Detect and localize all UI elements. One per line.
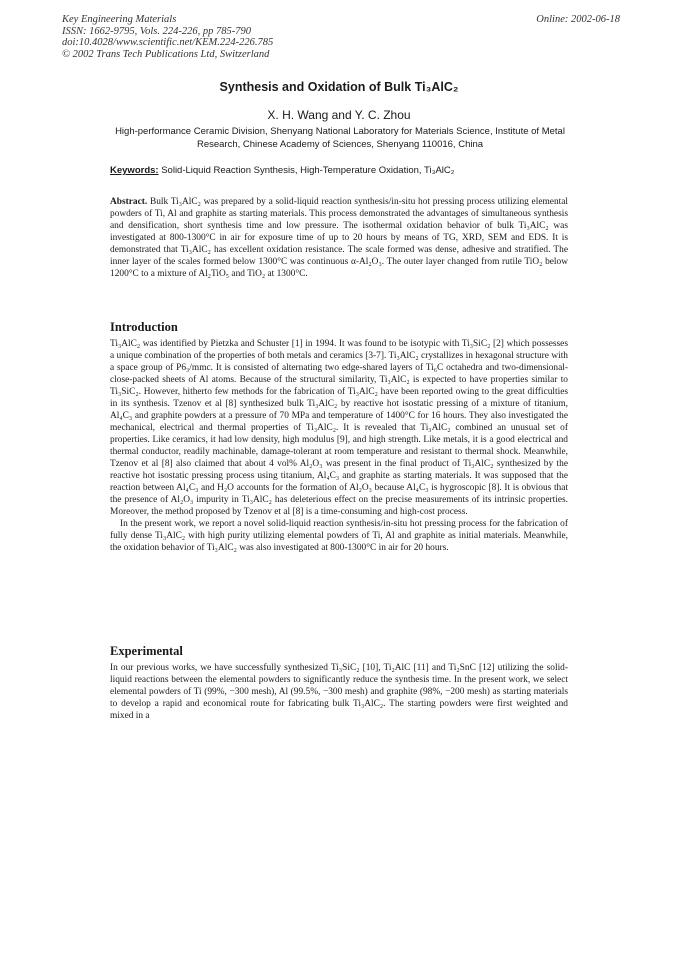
abstract-block <box>110 196 568 280</box>
copyright-line: © 2002 Trans Tech Publications Ltd, Switzerland <box>62 48 270 60</box>
abstract-text: Bulk Ti₃AlC₂ was prepared by a solid-liquid reaction synthesis/in-situ hot pressing process utilizing elemental powders of Ti, Al and graphite as starting materials. This process demonstrated the advantages of simultaneous synthesis and densification, short synthesis time and low pressure. The isothermal oxidation behavior of bulk Ti₃AlC₂ was investigated at 800-1300°C in air for exposure time of up to 20 hours by means of TG, XRD, SEM and EDS. It is demonstrated that Ti₃AlC₂ has excellent oxidation resistance. The scale formed was dense, adhesive and stratified. The inner layer of the scales formed below 1300°C was continuous α-Al₂O₃. The outer layer changed from rutile TiO₂ below 1200°C to a mixture of Al₂TiO₅ and TiO₂ at 1300°C. <box>110 197 568 279</box>
abstract-label: Abstract. <box>110 197 148 207</box>
paper-title: Synthesis and Oxidation of Bulk Ti₃AlC₂ <box>219 80 459 94</box>
keywords-label: Keywords: <box>110 165 159 176</box>
issn-line: ISSN: 1662-9795, Vols. 224-226, pp 785-790 <box>62 25 251 37</box>
introduction-paragraph-1: Ti₃AlC₂ was identified by Pietzka and Schuster [1] in 1994. It was found to be isotypic with Ti₃SiC₂ [2] which possesses a unique combination of the properties of both metals and ceramics [3-7]. Ti₃AlC₂ crystallizes in hexagonal structure with a space group of P6₃/mmc. It is consisted of alternating two edge-shared layers of Ti₆C octahedra and two-dimensional-close-packed sheets of Al atoms. Because of the structural similarity, Ti₃AlC₂ is expected to have properties similar to Ti₃SiC₂. However, hitherto few methods for the fabrication of Ti₃AlC₂ have been reported owing to the great difficulties in its synthesis. Tzenov et al [8] synthesized bulk Ti₃AlC₂ by reactive hot isostatic pressing of a mixture of titanium, Al₄C₃ and graphite powders at a pressure of 70 MPa and temperature of 1400°C for 16 hours. They also investigated the mechanical, electrical and thermal properties of Ti₃AlC₂. It is revealed that Ti₃AlC₂ combined an unusual set of properties. Like ceramics, it had low density, high modulus [9], and high strength. Like metals, it is a good electrical and thermal conductor, readily machinable, damage-tolerant at room temperature and resistant to thermal shock. Meanwhile, Tzenov et al [8] also claimed that about 4 vol% Al₂O₃ was present in the final product of Ti₃AlC₂ synthesized by the reactive hot isostatic pressing process using titanium, Al₄C₃ and graphite as starting materials. It was supposed that the reaction between Al₄C₃ and H₂O accounts for the formation of Al₂O₃ because Al₄C₃ is hygroscopic [8]. It is obvious that the presence of Al₂O₃ impurity in Ti₃AlC₂ has deleterious effect on the precise measurements of its intrinsic properties. Moreover, the method proposed by Tzenov et al [8] is a time-consuming and high-cost process. <box>110 339 568 517</box>
paper-affiliation: High-performance Ceramic Division, Shenyang National Laboratory for Materials Science, Institute of Metal Research, Chinese Academy of Sciences, Shenyang 110016, China <box>115 126 565 150</box>
paper-authors: X. H. Wang and Y. C. Zhou <box>267 108 411 122</box>
journal-name: Key Engineering Materials <box>62 14 177 25</box>
introduction-body <box>110 338 568 554</box>
experimental-paragraph-1: In our previous works, we have successfully synthesized Ti₃SiC₂ [10], Ti₂AlC [11] and Ti₂SnC [12] utilizing the solid-liquid reactions between the elemental powders to significantly reduce the synthesis time. In the present work, we select elemental powders of Ti (99%, −300 mesh), Al (99.5%, −300 mesh) and graphite (98%, −200 mesh) as starting materials to develop a rapid and economical route for fabricating bulk Ti₃AlC₂. The starting powders were first weighted and mixed in a <box>110 663 568 721</box>
keywords-line <box>110 165 454 176</box>
experimental-heading: Experimental <box>110 644 183 658</box>
experimental-body <box>110 662 568 722</box>
keywords-text: Solid-Liquid Reaction Synthesis, High-Temperature Oxidation, Ti₃AlC₂ <box>161 165 455 176</box>
journal-header <box>62 14 273 60</box>
online-date: Online: 2002-06-18 <box>536 14 620 25</box>
doi-line[interactable]: doi:10.4028/www.scientific.net/KEM.224-226.785 <box>62 37 274 48</box>
introduction-heading: Introduction <box>110 320 178 334</box>
introduction-paragraph-2: In the present work, we report a novel solid-liquid reaction synthesis/in-situ hot pressing process for the fabrication of fully dense Ti₃AlC₂ with high purity utilizing elemental powders of Ti, Al and graphite as initial materials. Meanwhile, the oxidation behavior of Ti₃AlC₂ was also investigated at 800-1300°C in air for 20 hours. <box>110 519 568 553</box>
